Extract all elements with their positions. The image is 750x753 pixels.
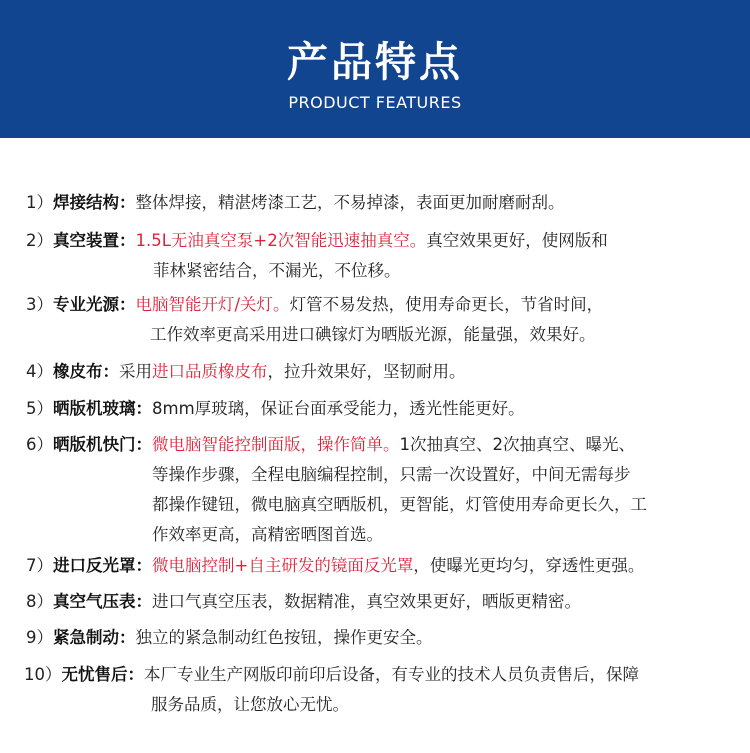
feature-separator: ： (119, 231, 136, 250)
feature-line (26, 398, 525, 420)
feature-number: 10） (24, 665, 62, 684)
feature-text: ，使曝光更均匀，穿透性更强。 (413, 556, 645, 575)
feature-continuation: 菲林紧密结合，不漏光，不位移。 (153, 261, 401, 280)
feature-label: 晒版机玻璃 (53, 399, 136, 418)
feature-continuation: 作效率更高，高精密晒图首选。 (152, 525, 383, 544)
feature-text: 灯管不易发热，使用寿命更长，节省时间， (289, 295, 604, 314)
feature-label: 无忧售后 (61, 665, 128, 684)
feature-line (26, 294, 603, 316)
feature-number: 7） (26, 556, 53, 575)
feature-number: 8） (26, 592, 53, 611)
feature-number: 6） (26, 435, 53, 454)
feature-label: 晒版机快门 (53, 435, 136, 454)
feature-continuation: 服务品质，让您放心无忧。 (151, 695, 349, 714)
feature-continuation: 工作效率更高采用进口碘镓灯为晒版光源，能量强，效果好。 (150, 325, 596, 344)
feature-label: 进口反光罩 (53, 556, 136, 575)
feature-separator: ： (135, 399, 152, 418)
feature-number: 4） (26, 362, 53, 381)
feature-line (26, 434, 635, 456)
feature-text: 独立的紧急制动红色按钮，操作更安全。 (135, 628, 433, 647)
page-subtitle: PRODUCT FEATURES (288, 93, 462, 112)
feature-text: ，拉升效果好，坚韧耐用。 (267, 362, 466, 381)
feature-text: 进口气真空压表，数据精准，真空效果更好，晒版更精密。 (152, 592, 581, 611)
feature-text: 采用 (119, 362, 152, 381)
feature-label: 紧急制动 (53, 628, 119, 647)
feature-highlight: 微电脑智能控制面版，操作简单。 (152, 435, 400, 454)
feature-highlight: 1.5L无油真空泵+2次智能迅速抽真空。 (135, 231, 427, 250)
feature-separator: ： (119, 628, 136, 647)
feature-label: 橡皮布 (53, 362, 103, 381)
feature-text: 整体焊接，精湛烤漆工艺，不易掉漆，表面更加耐磨耐刮。 (135, 193, 565, 212)
feature-number: 5） (26, 399, 53, 418)
feature-number: 2） (26, 231, 53, 250)
feature-separator: ： (119, 193, 136, 212)
feature-separator: ： (135, 435, 152, 454)
feature-line (26, 192, 565, 214)
feature-label: 焊接结构 (53, 193, 119, 212)
feature-highlight: 进口品质橡皮布 (152, 362, 268, 381)
feature-text: 1次抽真空、2次抽真空、曝光、 (399, 435, 635, 454)
feature-number: 3） (26, 295, 53, 314)
feature-line (26, 591, 581, 613)
feature-separator: ： (102, 362, 119, 381)
feature-separator: ： (127, 665, 144, 684)
feature-continuation: 都操作键钮，微电脑真空晒版机，更智能，灯管使用寿命更长久，工 (152, 495, 647, 514)
feature-label: 真空装置 (53, 231, 119, 250)
feature-line (26, 627, 433, 649)
feature-label: 专业光源 (53, 295, 119, 314)
feature-line (26, 361, 466, 383)
feature-number: 9） (26, 628, 53, 647)
feature-text: 8mm厚玻璃，保证台面承受能力，透光性能更好。 (152, 399, 525, 418)
feature-highlight: 电脑智能开灯/关灯。 (135, 295, 290, 314)
page-title: 产品特点 (287, 38, 463, 86)
feature-text: 本厂专业生产网版印前印后设备，有专业的技术人员负责售后，保障 (144, 665, 639, 684)
feature-separator: ： (119, 295, 136, 314)
feature-highlight: 微电脑控制+自主研发的镜面反光罩 (152, 556, 414, 575)
feature-continuation: 等操作步骤，全程电脑编程控制，只需一次设置好，中间无需每步 (152, 465, 631, 484)
feature-line (24, 664, 639, 686)
feature-separator: ： (135, 556, 152, 575)
feature-text: 真空效果更好，使网版和 (426, 231, 608, 250)
feature-line (26, 555, 644, 577)
feature-separator: ： (135, 592, 152, 611)
feature-line (26, 230, 608, 252)
feature-label: 真空气压表 (53, 592, 136, 611)
feature-number: 1） (26, 193, 53, 212)
